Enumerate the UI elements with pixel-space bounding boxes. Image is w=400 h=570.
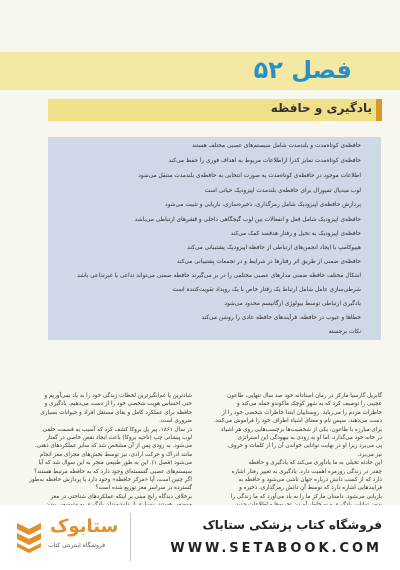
body-line: سیستم‌های عصبی گسسته‌ای وجود دارد که به حافظه مرتبط هستند؟ xyxy=(34,468,192,475)
body-line: می‌شود (فصل ۱). این به طور طبیعی منجر به این سوال شد که آیا xyxy=(38,460,192,467)
summary-line: پردازش حافظه‌ی اپیزودیک شامل رمزگذاری، ذخیره‌سازی، بازیابی و تثبیت می‌شود xyxy=(165,202,361,208)
summary-line: حافظه‌ی کوتاه‌مدت تمایز کذرا ازاطلاعات مربوط به اهداف فوری را حفظ می‌کند xyxy=(168,158,361,164)
store-footer xyxy=(0,505,400,570)
summary-line: حافظه‌ی اپیزودیک به تخیل و رفتار هدفمند کمک می‌کند xyxy=(230,231,361,237)
body-line: لوب پیشانی چپ (ناحیه بروکا) باعث ایجاد نقص خاصی در گفتار xyxy=(46,435,192,442)
body-column-left xyxy=(22,392,192,502)
body-line: حتی احساس هویت شخصی خود را از دست می‌دهیم. یادگیری و xyxy=(44,401,192,408)
body-line: مانند ادراک و حرکت ارادی، نیز توسط بخش‌های مجزای مغز انجام xyxy=(39,451,192,458)
body-line: گابریل گارسیا مارکز در رمان استادانه خود صد سال تنهایی، طاعون xyxy=(227,393,382,399)
body-line: شادترین یا غم‌انگیزترین لحظات زندگی خود را به یاد نمی‌آوریم و xyxy=(44,393,192,399)
setabook-logo-icon xyxy=(14,517,44,553)
body-line: بازیابی می‌شود. داستان مارکز ما را به یاد می‌آورد که ما زندگی را xyxy=(230,493,382,500)
body-line: اگر چنین است، آیا «مرکز حافظه» وجود دارد یا پردازش حافظه به‌طور xyxy=(29,477,192,484)
summary-line: خطاها و عیوب در حافظه، فرآیندهای حافظه عادی را روشن می‌کند xyxy=(201,315,361,321)
summary-line: حافظه‌ی کوتاه‌مدت و بلندمدت شامل سیستم‌های عصبی مختلف هستند xyxy=(192,143,361,149)
summary-line: اشکال مختلف حافظه ضمنی مدارهای عصبی مختلفی را در بر می‌گیرند حافظه ضمنی می‌تواند تداعی یا غیرتداعی باشد xyxy=(77,273,361,279)
logo-subtitle: فروشگاه اینترنتی کتاب xyxy=(48,542,106,549)
summary-line: حافظه‌ی اپیزودیک شامل فعل و انفعالات بین لوب گیجگاهی داخلی و قشرهای ارتباطی می‌باشد xyxy=(134,217,361,223)
body-line: فرایندهایی اشاره دارد که توسط آن دانش رمزگذاری، ذخیره و xyxy=(239,485,382,492)
body-line: چقدر در زندگی روزمره اهمیت دارد. یادگیری به تغییر رفتار اشاره xyxy=(231,468,382,475)
summary-line: هیپوکامپ با ایجاد انجمن‌های ارتباطی از حافظه اپیزودیک پشتیبانی می‌کند xyxy=(187,245,361,251)
body-line: عجیبی را توصیف کرد که به شهر کوچک ماکوندو حمله می‌کند و xyxy=(237,401,382,408)
chapter-title: فصل ۵۲ xyxy=(253,56,352,84)
body-line: حافظه برای عملکرد کامل و بقای مستقل افراد و حیوانات بسیاری xyxy=(40,409,192,416)
section-title: یادگیری و حافظه xyxy=(270,101,372,115)
body-line: می‌شود. به زودی پس از آن مشخص شد که سایر عملکردهای ذهنی، xyxy=(35,443,192,450)
body-line: برای مبارزه با طاعون، یکی از شخصیت‌ها برچسب‌هایی روی هر اشیاء xyxy=(221,426,382,433)
body-line: پی می‌برد زیرا او در نهایت توانایی خواندن آن را از کلمات و حروف xyxy=(228,443,382,450)
body-line: ضروری است. xyxy=(159,418,192,425)
body-line: دارد که از کسب دانش درباره جهان ناشی می‌شود و حافظه به xyxy=(238,477,382,484)
summary-line: اطلاعات موجود در حافظه‌ی کوتاه‌مدت به صورت انتخابی به حافظه‌ی بلندمدت منتقل می‌شود xyxy=(138,173,361,179)
body-line: برخلاف دیدگاه رایج مبنی بر اینکه عملکردهای شناختی در مغز xyxy=(50,493,192,500)
body-line: خاطرات مردم را می‌رباید. روستاییان ابتدا خاطرات شخصی خود را از xyxy=(222,409,382,416)
summary-line: لوب میدیال تمپورال برای حافظه‌ی بلندمدت اپیزودیک حیاتی است xyxy=(204,188,361,194)
store-name: فروشگاه کتاب پزشکی ستاباک xyxy=(202,518,382,532)
body-column-right xyxy=(212,392,382,502)
summary-line: نکات برجسته xyxy=(328,329,361,335)
summary-box xyxy=(48,137,381,340)
summary-line: حافظه‌ی ضمنی از طریق اثر رفتارها در شرایط و در تجمعات پشتیبانی می‌کند xyxy=(176,259,361,265)
footer-divider xyxy=(130,513,131,561)
summary-line: یادگیری ارتباطی توسط بیولوژی ارگانیسم محدود می‌شود xyxy=(224,301,361,307)
logo-wordmark: ستابوک xyxy=(50,516,119,537)
body-line: گسترده در سراسر مغز توزیع شده است؟ xyxy=(95,485,192,492)
body-line: نیز می‌برد. xyxy=(357,451,382,458)
section-accent-bar xyxy=(376,99,382,121)
body-line: این حادثه تخیلی به ما یادآوری می‌کند که یادگیری و حافظه xyxy=(248,460,382,467)
summary-line: شرطی‌سازی عامل شامل ارتباط یک رفتار خاص با یک رویداد تقویت‌کننده است xyxy=(172,287,361,293)
body-line: در سال ۱۸۶۱، پیر پل بروکا کشف کرد که آسیب به قسمت خلفی xyxy=(42,426,192,433)
body-line: دست می‌دهند، سپس نام و معنای اشیاء اطراف خود را فراموش می‌کنند. xyxy=(213,418,382,425)
body-line: در خانه خود می‌گذارد، اما او به زودی به بیهودگی این استراتژی xyxy=(237,435,382,442)
store-url-link[interactable]: WWW.SETABOOK.COM xyxy=(170,541,382,556)
